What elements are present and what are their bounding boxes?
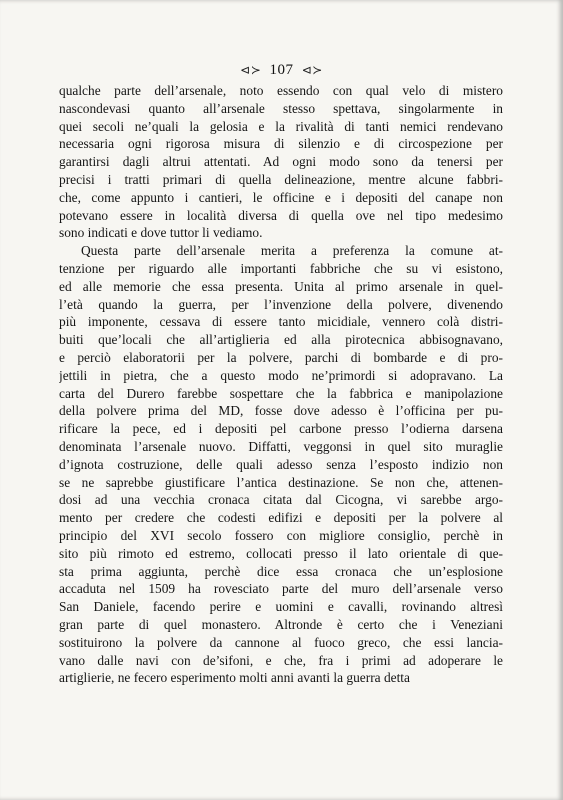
paragraph	[59, 82, 503, 242]
text-line: più imponente, cessava di essere tanto micidiale, vennero colà distri-	[59, 314, 503, 330]
text-line: della polvere prima del MD, fosse dove adesso è l’officina per pu-	[59, 403, 503, 419]
text-line: accaduta nel 1509 ha rovesciato parte del muro dell’arsenale verso	[59, 581, 503, 597]
text-line: se ne saprebbe giustificare l’antica destinazione. Se non che, attenen-	[59, 474, 503, 490]
text-line: sono indicati e dove tuttor li vediamo.	[59, 225, 263, 241]
text-line: sito più rimoto ed estremo, collocati presso il lato orientale di que-	[59, 545, 503, 561]
text-line: Questa parte dell’arsenale merita a preferenza la comune at-	[81, 243, 503, 259]
text-line: carta del Durero farebbe sospettare che la fabbrica e manipolazione	[59, 385, 503, 401]
text-line: sostituirono la polvere da cannone al fuoco greco, che essi lancia-	[59, 634, 503, 650]
text-line: che, come appunto i cantieri, le officine e i depositi del canape non	[59, 189, 503, 205]
text-line: precisi i tratti primari di quella delineazione, mentre alcune fabbri-	[59, 171, 503, 187]
page-number: 107	[269, 62, 294, 78]
text-line: nascondevasi quanto all’arsenale stesso spettava, singolarmente in	[59, 100, 503, 116]
text-line: l’età quando la guerra, per l’invenzione della polvere, divenendo	[59, 296, 503, 312]
page-header	[0, 62, 563, 79]
text-line: d’ignota costruzione, delle quali adesso senza l’esposto indizio non	[59, 456, 503, 472]
body-text	[59, 82, 503, 687]
text-line: qualche parte dell’arsenale, noto essendo con qual velo di mistero	[59, 83, 503, 98]
text-line: mento per credere che codesti edifizi e depositi per la polvere al	[59, 510, 503, 526]
text-line: principio del XVI secolo fossero con migliore consiglio, perchè in	[59, 527, 503, 543]
paragraph	[59, 242, 503, 687]
text-line: artiglierie, ne fecero esperimento molti anni avanti la guerra detta	[59, 670, 410, 686]
text-line: e perciò elaboratorii per la polvere, parchi di bombarde e di pro-	[59, 349, 503, 365]
ornament-right-icon: ⊲≻	[301, 63, 323, 77]
text-line: sta prima aggiunta, perchè dice essa cronaca che un’esplosione	[59, 563, 503, 579]
text-line: necessaria ogni rigorosa misura di silenzio e di circospezione per	[59, 136, 503, 152]
text-line: denominata l’arsenale nuovo. Diffatti, veggonsi in quel sito muraglie	[59, 438, 503, 454]
text-line: San Daniele, facendo perire e uomini e cavalli, rovinando altresì	[59, 599, 503, 615]
text-line: buiti que’locali che all’artiglieria ed alla pirotecnica abbisognavano,	[59, 332, 503, 348]
ornament-left-icon: ⊲≻	[240, 63, 262, 77]
text-line: gran parte di quel monastero. Altronde è certo che i Veneziani	[59, 616, 503, 632]
text-line: ed alle memorie che essa presenta. Unita al primo arsenale in quel-	[59, 278, 503, 294]
text-line: vano dalle navi con de’sifoni, e che, fra i primi ad adoperare le	[59, 652, 503, 668]
text-line: dosi ad una vecchia cronaca citata dal Cicogna, vi sarebbe argo-	[59, 492, 503, 508]
text-line: quei secoli ne’quali la gelosia e la rivalità di tanti nemici rendevano	[59, 118, 503, 134]
text-line: potevano essere in località diversa di quella ove nel tipo medesimo	[59, 207, 503, 223]
text-line: jettili in pietra, che a questo modo ne’primordi si adopravano. La	[59, 367, 503, 383]
text-line: garantirsi dagli altrui attentati. Ad ogni modo sono da tenersi per	[59, 154, 503, 170]
text-line: rificare la pece, ed i depositi pel carbone presso l’odierna darsena	[59, 421, 503, 437]
text-line: tenzione per riguardo alle importanti fabbriche che su vi esistono,	[59, 260, 503, 276]
